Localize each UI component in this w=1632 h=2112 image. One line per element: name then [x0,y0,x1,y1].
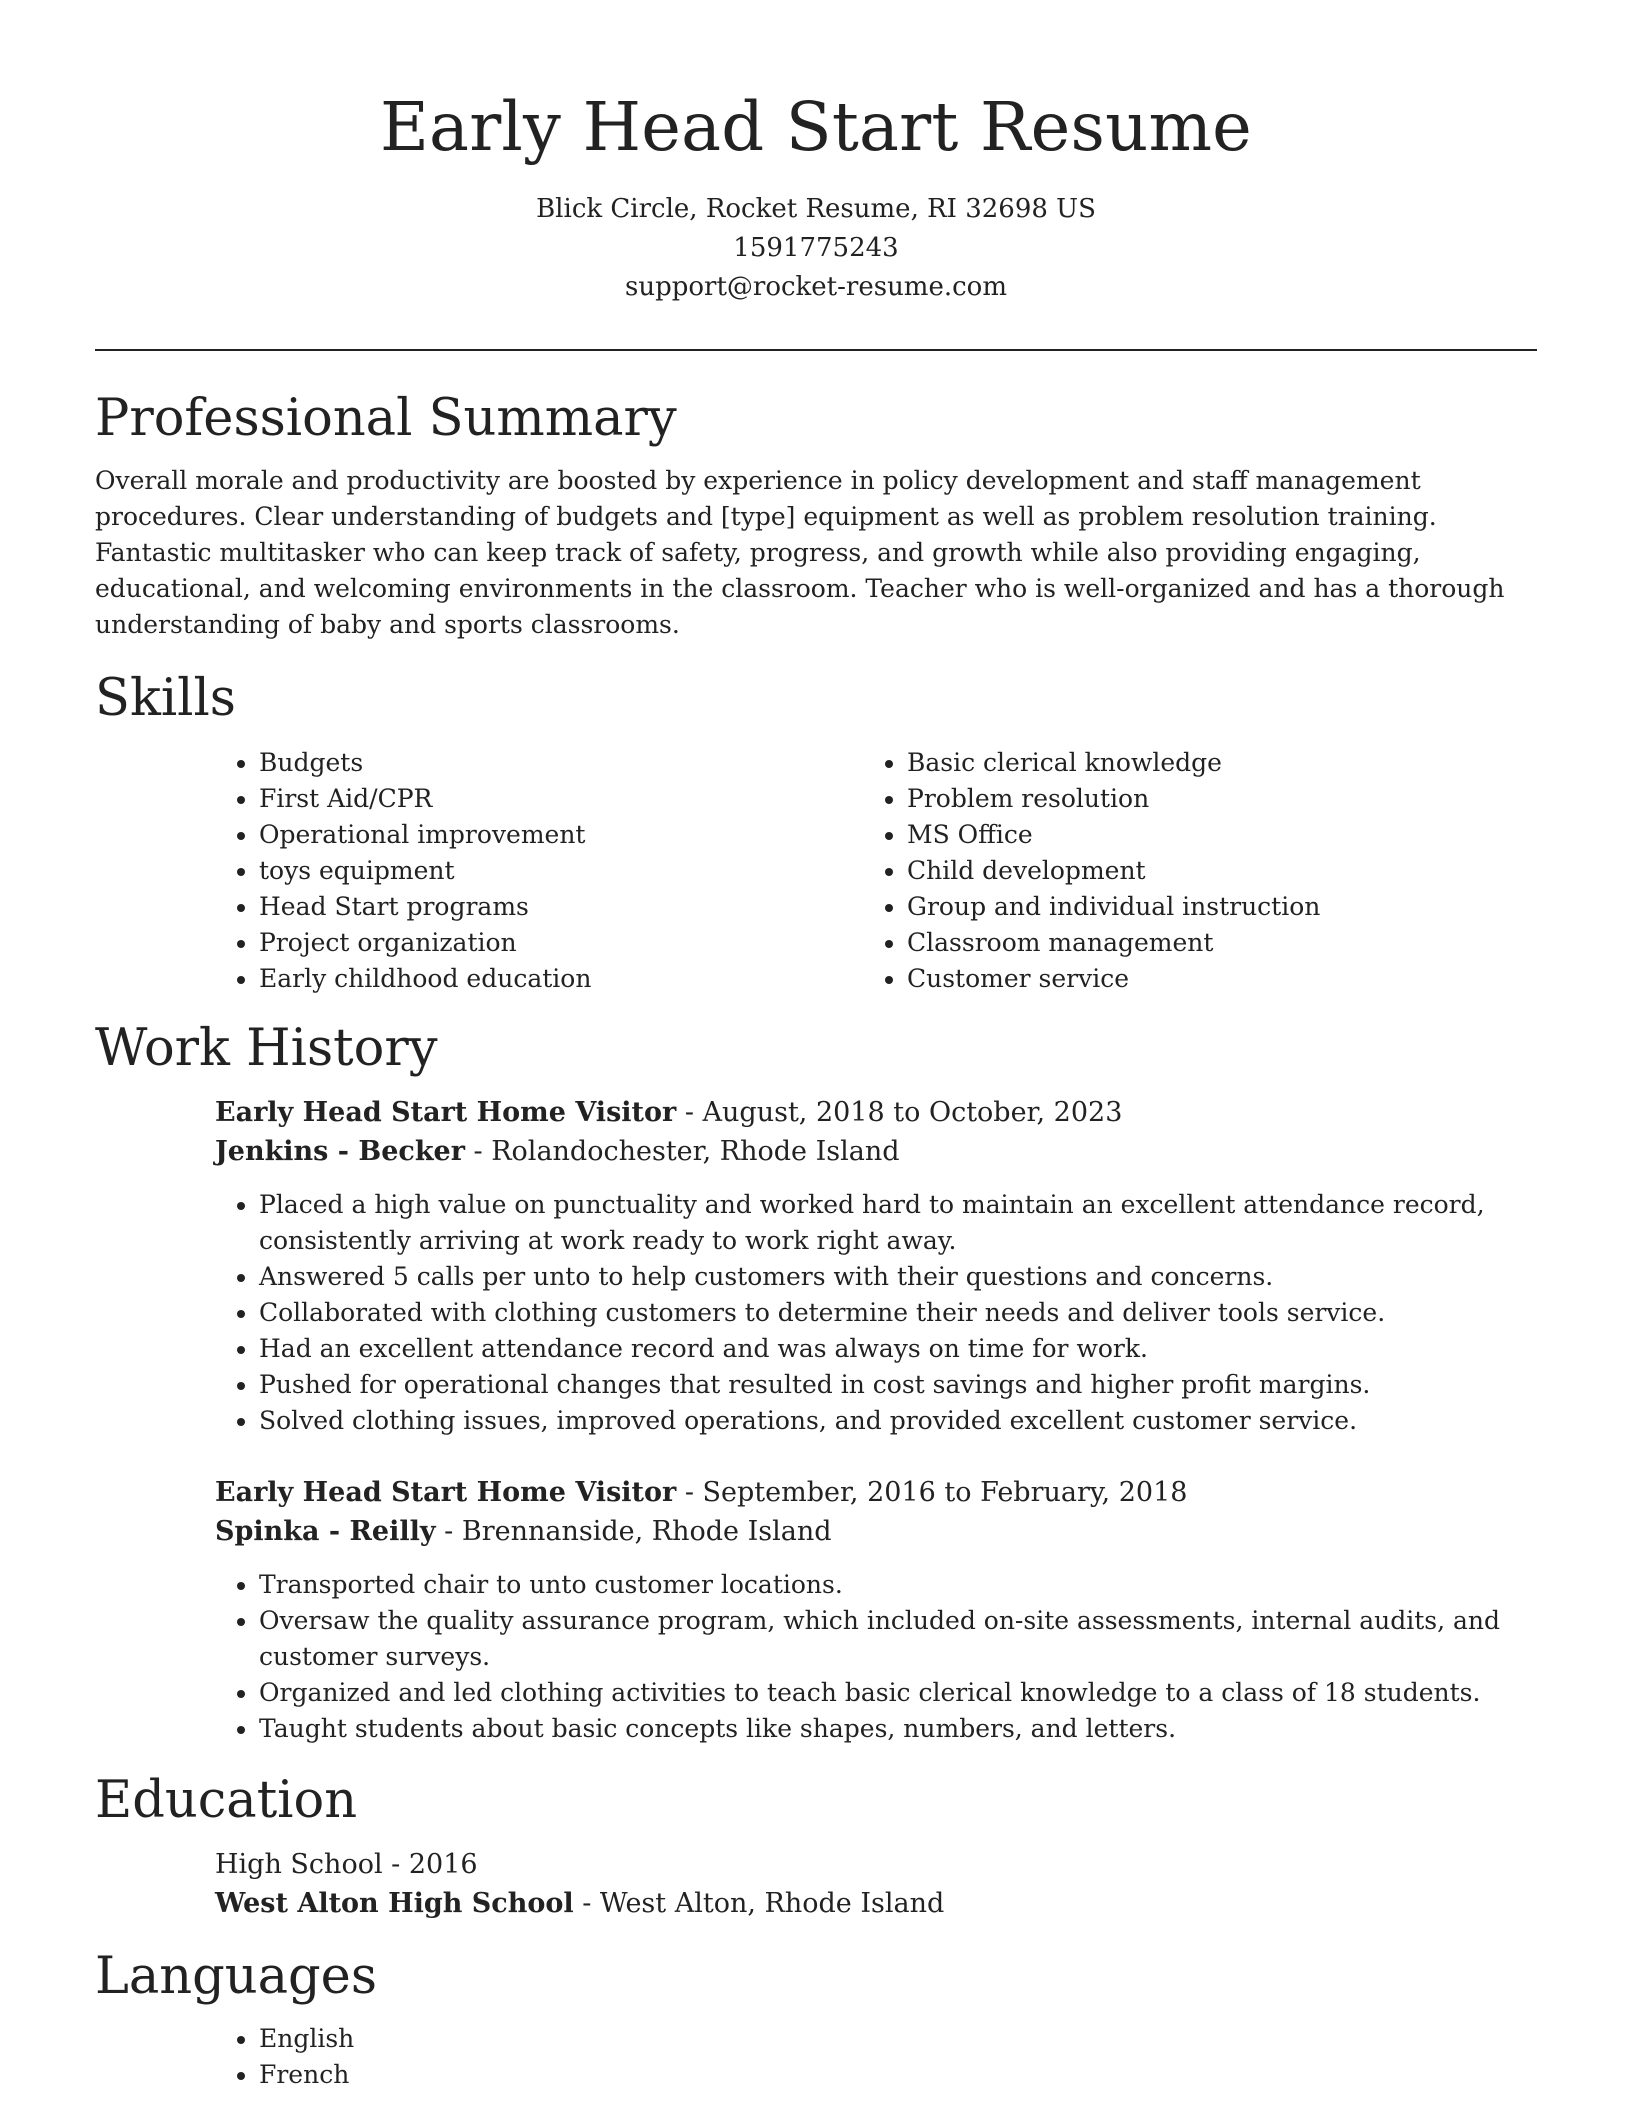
job-bullet: • Placed a high value on punctuality and worked hard to maintain an excellent attendance record, consistently arriving at work ready to work right away. [259,1187,1537,1259]
languages-list [95,2021,1537,2093]
skill-item: • Classroom management [907,925,1537,961]
header-divider [95,349,1537,351]
skill-item: • Operational improvement [259,817,863,853]
job-bullet: • Answered 5 calls per unto to help customers with their questions and concerns. [259,1259,1537,1295]
job-title: Early Head Start Home Visitor [215,1097,677,1128]
job-dates: - August, 2018 to October, 2023 [676,1097,1123,1128]
summary-heading: Professional Summary [95,389,677,448]
skills-left-list [215,745,863,997]
skills-heading: Skills [95,669,236,728]
education-degree: High School [215,1849,383,1880]
job-bullet: • Oversaw the quality assurance program, which included on-site assessments, internal audits, and customer surveys. [259,1603,1537,1675]
resume-name: Early Head Start Resume [379,88,1253,166]
job-company-line [215,1132,1537,1171]
skills-grid [215,745,1537,997]
skill-item: • Group and individual instruction [907,889,1537,925]
job-bullet: • Taught students about basic concepts like shapes, numbers, and letters. [259,1711,1537,1747]
resume-header [95,0,1537,307]
job-entry [215,1093,1537,1439]
education-section [95,1769,1537,1923]
job-bullet: • Collaborated with clothing customers to determine their needs and deliver tools service. [259,1295,1537,1331]
education-location: - West Alton, Rhode Island [573,1888,945,1919]
skill-item: • First Aid/CPR [259,781,863,817]
job-title-line [215,1473,1537,1512]
skill-item: • Child development [907,853,1537,889]
skill-item: • Head Start programs [259,889,863,925]
job-bullet: • Had an excellent attendance record and was always on time for work. [259,1331,1537,1367]
work-section [95,1017,1537,1747]
skills-right-list [863,745,1537,997]
job-bullets [95,1567,1537,1747]
skill-item: • Early childhood education [259,961,863,997]
education-school: West Alton High School [215,1888,574,1919]
job-title: Early Head Start Home Visitor [215,1477,677,1508]
job-location: - Rolandochester, Rhode Island [464,1136,900,1167]
job-company: Spinka - Reilly [215,1516,436,1547]
job-bullet: • Transported chair to unto customer locations. [259,1567,1537,1603]
language-item: • English [259,2021,1537,2057]
education-heading: Education [95,1771,358,1830]
languages-heading: Languages [95,1947,378,2006]
job-bullets [95,1187,1537,1439]
job-dates: - September, 2016 to February, 2018 [676,1477,1188,1508]
job-location: - Brennanside, Rhode Island [435,1516,832,1547]
education-degree-line [215,1845,1537,1884]
skill-item: • Project organization [259,925,863,961]
summary-text: Overall morale and productivity are boosted by experience in policy development and staff management procedures. Clear understanding of budgets and [type] equipment as well as problem resolution training. Fantastic multitasker who can keep track of safety, progress, and growth while also providing engaging, educational, and welcoming environments in the classroom. Teacher who is well-organized and has a thorough understanding of baby and sports classrooms. [95,466,1505,639]
skill-item: • MS Office [907,817,1537,853]
skill-item: • Customer service [907,961,1537,997]
contact-email: support@rocket-resume.com [624,272,1007,302]
summary-section [95,387,1537,643]
job-bullet: • Pushed for operational changes that resulted in cost savings and higher profit margins. [259,1367,1537,1403]
language-item: • French [259,2057,1537,2093]
job-bullet: • Organized and led clothing activities to teach basic clerical knowledge to a class of 18 students. [259,1675,1537,1711]
job-entry [215,1473,1537,1747]
job-company: Jenkins - Becker [215,1136,465,1167]
job-company-line [215,1512,1537,1551]
education-entry [215,1845,1537,1923]
contact-address: Blick Circle, Rocket Resume, RI 32698 US [536,194,1096,224]
languages-section [95,1945,1537,2093]
contact-block [95,190,1537,307]
contact-phone: 1591775243 [733,233,899,263]
skill-item: • Problem resolution [907,781,1537,817]
job-bullet: • Solved clothing issues, improved operations, and provided excellent customer service. [259,1403,1537,1439]
education-school-line [215,1884,1537,1923]
job-title-line [215,1093,1537,1132]
education-year: - 2016 [382,1849,478,1880]
work-heading: Work History [95,1019,438,1078]
skill-item: • Budgets [259,745,863,781]
skill-item: • toys equipment [259,853,863,889]
skill-item: • Basic clerical knowledge [907,745,1537,781]
skills-section [95,667,1537,997]
